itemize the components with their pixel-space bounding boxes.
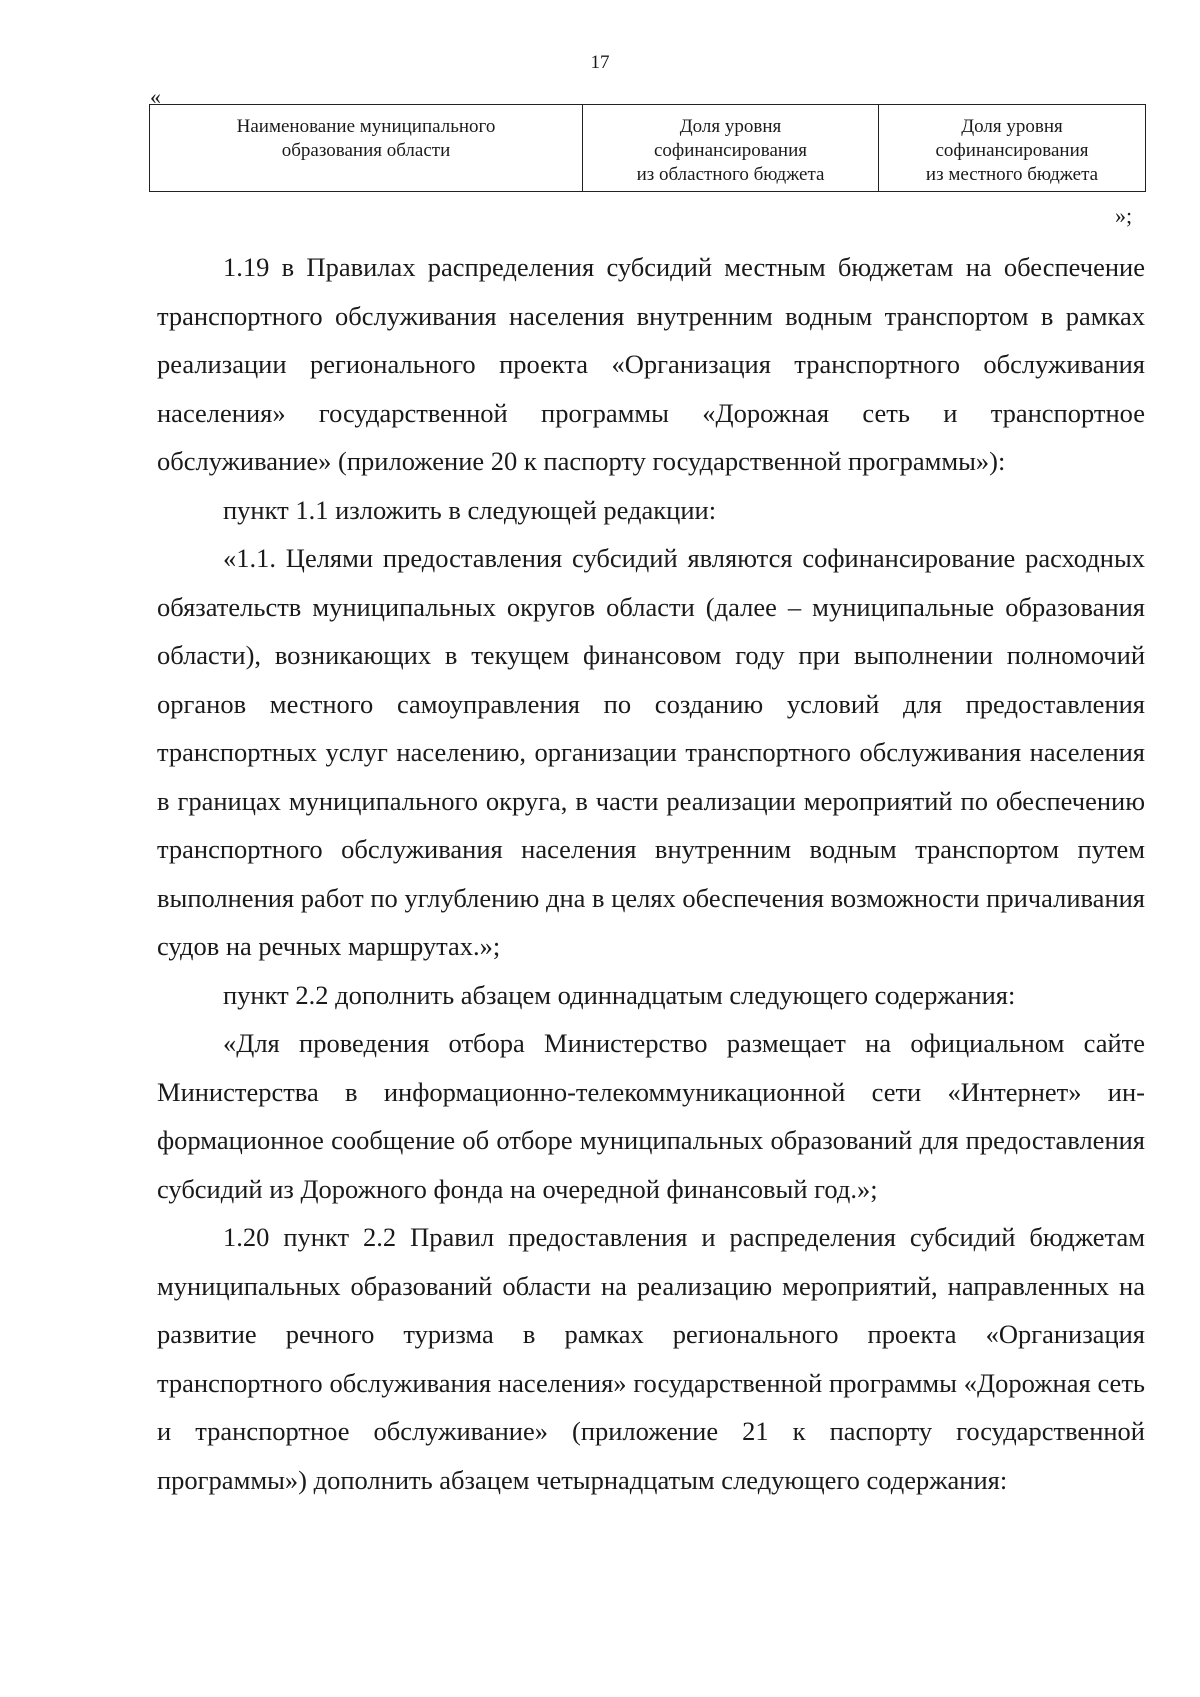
header-municipality-name: Наименование муниципального образования области — [150, 105, 583, 192]
document-body — [157, 243, 1145, 1504]
paragraph-1-20: 1.20 пункт 2.2 Правил предоставления и распределения субсидий бюджетам муниципальных образований области на реализацию мероприятий, направленных на развитие речного туризма в рамках регионального проекта «Организация транспортного обслуживания населения» государственной программы «Дорожная сеть и транспортное обслуживание» (приложение 21 к паспорту государственной программы») дополнить абзацем четырнадцатым следующего содержания: — [157, 1222, 1145, 1495]
paragraph-point-1-1-text: «1.1. Целями предоставления субсидий являются софинансирование расходных обязательств муниципальных округов области (далее – муниципальные образования области), возникающих в текущем финансовом году при выполнении полномочий органов местного самоуправления по созданию условий для предоставления транспортных услуг населению, организации транспортного обслуживания населения в границах муниципального округа, в части реализации мероприятий по обеспечению транспортного обслуживания населения внутренним водным транспортом путем выполнения работ по углублению дна в целях обеспечения возможности причаливания судов на речных маршрутах.»; — [157, 543, 1145, 961]
paragraph-point-2-2-intro: пункт 2.2 дополнить абзацем одиннадцатым следующего содержания: — [223, 979, 1016, 1010]
header-regional-budget-share: Доля уровня софинансирования из областного бюджета — [583, 105, 879, 192]
cofinancing-header-table — [149, 104, 1146, 192]
paragraph-point-2-2-text: «Для проведения отбора Министерство размещает на официальном сайте Министерства в информационно-телекоммуникационной сети «Интернет» информационное сообщение об отборе муниципальных образований для предоставления субсидий из Дорожного фонда на очередной финансовый год.»; — [157, 1028, 1145, 1204]
paragraph-1-19: 1.19 в Правилах распределения субсидий местным бюджетам на обеспечение транспортного обслуживания населения внутренним водным транспортом в рамках реализации регионального проекта «Организация транспортного обслуживания населения» государственной программы «Дорожная сеть и транспортное обслуживание» (приложение 20 к паспорту государственной программы»): — [157, 252, 1145, 476]
table-close-quote: »; — [1115, 203, 1133, 228]
table-open-quote: « — [150, 84, 161, 109]
paragraph-point-1-1-intro: пункт 1.1 изложить в следующей редакции: — [223, 494, 717, 525]
page-number: 17 — [590, 52, 610, 73]
header-local-budget-share: Доля уровня софинансирования из местного бюджета — [879, 105, 1146, 192]
table-header-row — [150, 105, 1146, 192]
